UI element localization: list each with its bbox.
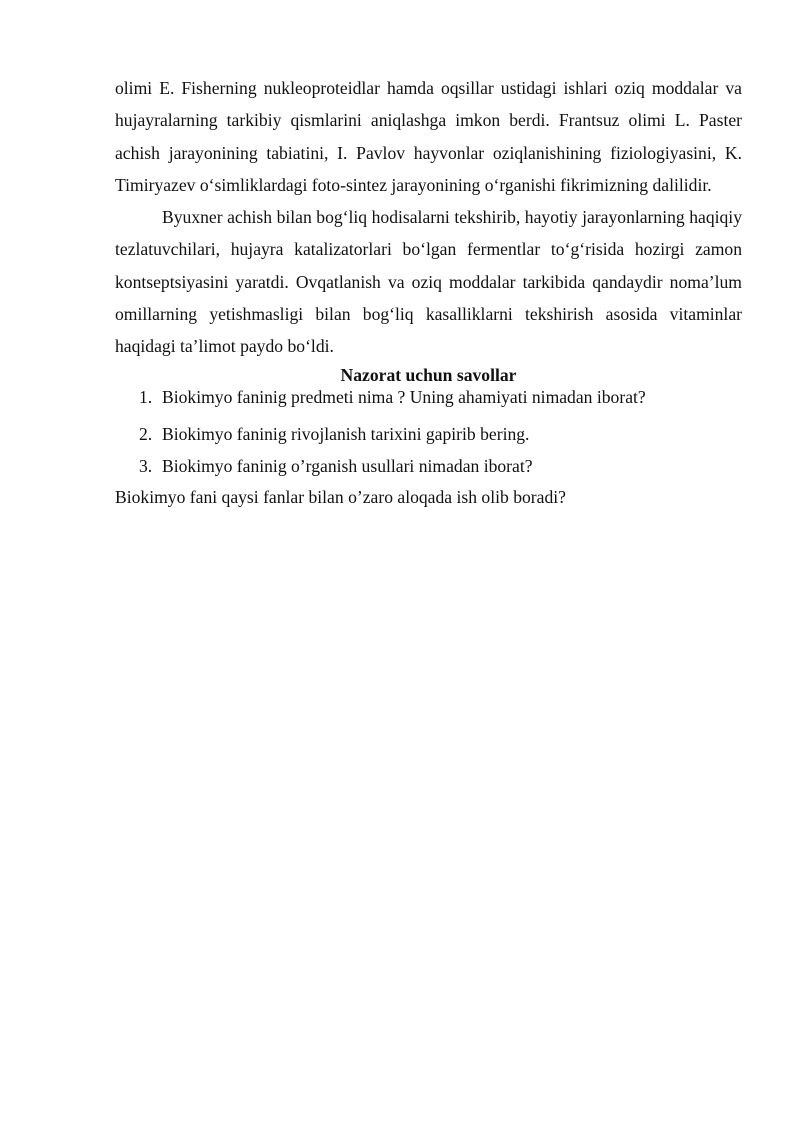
body-paragraph: Byuxner achish bilan bog‘liq hodisalarni tekshirib, hayotiy jarayonlarning haqiqiy tezlatuvchilari, hujayra katalizatorlari bo‘lgan fermentlar to‘g‘risida hozirgi zamon kontseptsiyasini yaratdi. Ovqatlanish va oziq moddalar tarkibida qandaydir noma’lum omillarning yetishmasligi bilan bog‘liq kasalliklarni tekshirish asosida vitaminlar haqidagi ta’limot paydo bo‘ldi.: [115, 207, 742, 357]
question-text: Biokimyo faninig predmeti nima ? Uning ahamiyati nimadan iborat?: [162, 386, 646, 407]
question-number: 2.: [139, 423, 153, 444]
question-number: 3.: [139, 455, 153, 476]
question-item: [115, 450, 742, 482]
document-page: [115, 72, 742, 513]
question-item: [115, 386, 742, 408]
question-text: Biokimyo faninig o’rganish usullari nimadan iborat?: [162, 455, 533, 476]
question-item: [115, 418, 742, 450]
question-text: Biokimyo faninig rivojlanish tarixini gapirib bering.: [162, 423, 530, 444]
question-list: [115, 386, 742, 482]
question-number: 1.: [139, 386, 153, 407]
body-paragraph: olimi E. Fisherning nukleoproteidlar hamda oqsillar ustidagi ishlari oziq moddalar va hujayralarning tarkibiy qismlarini aniqlashga imkon berdi. Frantsuz olimi L. Paster achish jarayonining tabiatini, I. Pavlov hayvonlar oziqlanishining fiziologiyasini, K. Timiryazev o‘simliklardagi foto-sintez jarayonining o‘rganishi fikrimizning dalilidir.: [115, 78, 742, 195]
final-question: Biokimyo fani qaysi fanlar bilan o’zaro aloqada ish olib boradi?: [115, 486, 566, 507]
section-heading: Nazorat uchun savollar: [340, 364, 517, 385]
